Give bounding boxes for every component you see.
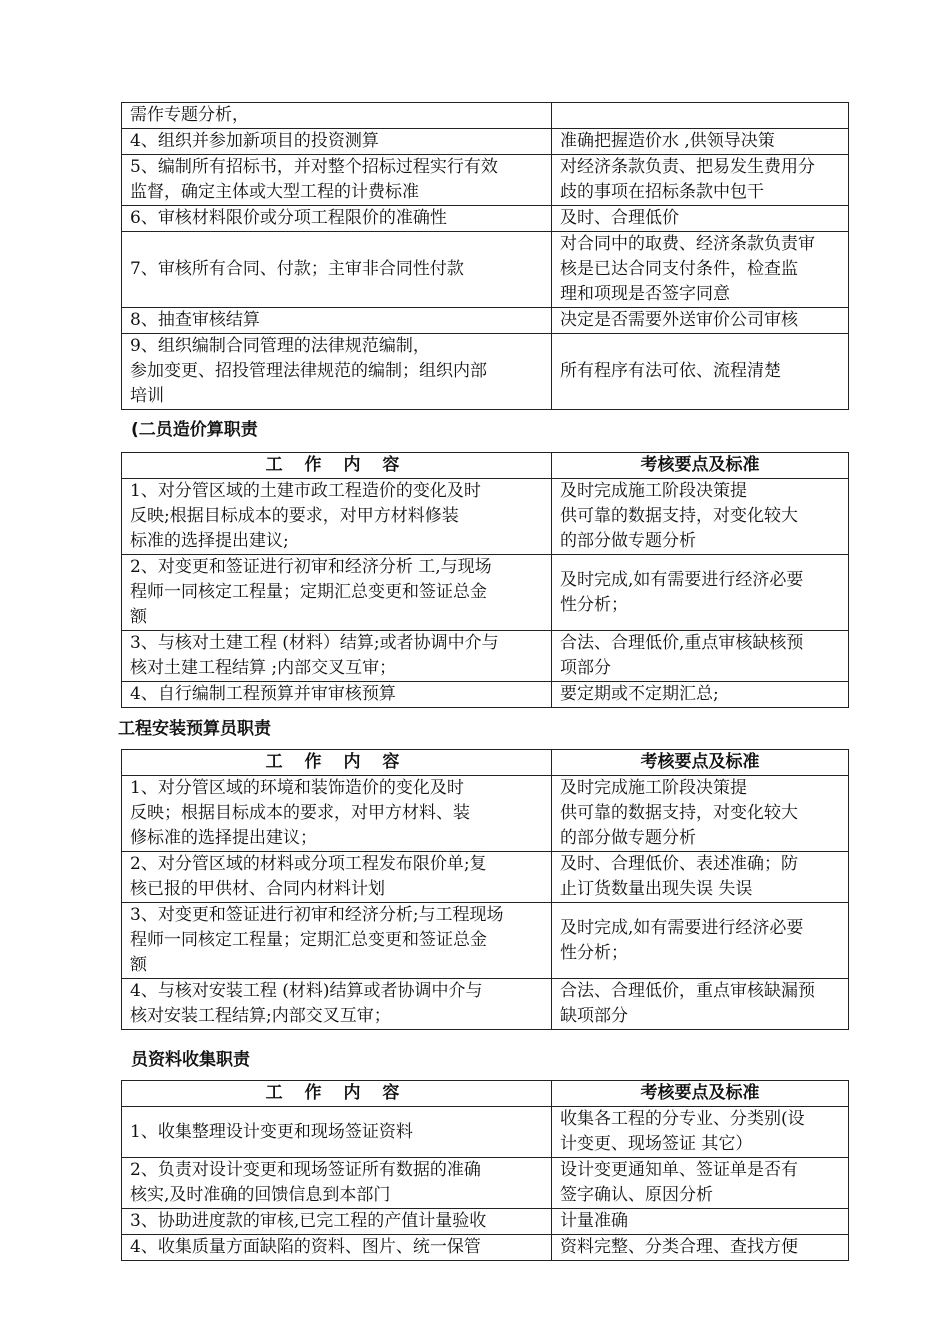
cell-line: 修标准的选择提出建议； [130, 828, 317, 848]
cell-line: 所有程序有法可依、流程清楚 [560, 361, 781, 381]
cell-line: 2、负责对设计变更和现场签证所有数据的准确 [130, 1160, 481, 1180]
cell-line: 决定是否需要外送审价公司审核 [560, 310, 798, 330]
table-row [122, 334, 849, 410]
cell-line: 及时完成施工阶段决策提 [560, 481, 747, 501]
duties-table-2 [121, 452, 849, 708]
assessment-standard-cell [552, 979, 849, 1030]
cell-line: 2、对变更和签证进行初审和经济分析 工,与现场 [130, 557, 492, 577]
assessment-standard-cell [552, 1107, 849, 1158]
table-row [122, 232, 849, 308]
work-content-cell [122, 129, 552, 155]
cell-line: 4、组织并参加新项目的投资测算 [130, 131, 379, 151]
work-content-cell [122, 979, 552, 1030]
table-row [122, 1209, 849, 1235]
cell-line: 3、与核对土建工程 (材料）结算;或者协调中介与 [130, 633, 499, 653]
cell-line: 8、抽查审核结算 [130, 310, 260, 330]
work-content-cell [122, 776, 552, 852]
table-row [122, 555, 849, 631]
work-content-cell [122, 1107, 552, 1158]
table-row [122, 979, 849, 1030]
cell-line: 收集各工程的分专业、分类别(设 [560, 1109, 805, 1129]
cell-line: 计量准确 [560, 1211, 628, 1231]
table-row [122, 903, 849, 979]
assessment-standard-cell [552, 682, 849, 708]
table-row [122, 682, 849, 708]
assessment-standard-cell [552, 1158, 849, 1209]
cell-line: 理和项现是否签字同意 [560, 284, 730, 304]
cell-line: 反映;根据目标成本的要求，对甲方材料修装 [130, 506, 459, 526]
table-row [122, 1158, 849, 1209]
work-content-cell [122, 682, 552, 708]
work-content-cell [122, 631, 552, 682]
cell-line: 额 [130, 955, 147, 975]
cell-line: 设计变更通知单、签证单是否有 [560, 1160, 798, 1180]
column-header-work: 工 作 内 容 [122, 750, 552, 776]
work-content-cell [122, 103, 552, 129]
work-content-cell [122, 479, 552, 555]
cell-line: 监督，确定主体或大型工程的计费标准 [130, 182, 419, 202]
table-row [122, 631, 849, 682]
column-header-work: 工 作 内 容 [122, 1081, 552, 1107]
cell-line: 歧的事项在招标条款中包干 [560, 182, 764, 202]
cell-line: 供可靠的数据支持，对变化较大 [560, 506, 798, 526]
cell-line: 5、编制所有招标书，并对整个招标过程实行有效 [130, 157, 498, 177]
work-content-cell [122, 232, 552, 308]
assessment-standard-cell [552, 103, 849, 129]
cell-line: 4、与核对安装工程 (材料)结算或者协调中介与 [130, 981, 483, 1001]
cell-line [560, 103, 840, 128]
cell-line: 4、自行编制工程预算并审审核预算 [130, 684, 396, 704]
assessment-standard-cell [552, 479, 849, 555]
table-row [122, 308, 849, 334]
column-header-work: 工 作 内 容 [122, 453, 552, 479]
cell-line: 及时完成,如有需要进行经济必要 [560, 569, 804, 590]
work-content-cell [122, 1209, 552, 1235]
work-content-cell [122, 308, 552, 334]
cell-line: 项部分 [560, 658, 611, 678]
assessment-standard-cell [552, 776, 849, 852]
cell-line: 及时完成,如有需要进行经济必要 [560, 917, 804, 938]
section-heading-records-clerk: 员资料收集职责 [131, 1050, 250, 1070]
cell-line: 反映；根据目标成本的要求，对甲方材料、装 [130, 803, 470, 823]
table-row [122, 129, 849, 155]
work-content-cell [122, 852, 552, 903]
table-row [122, 479, 849, 555]
cell-line: 对经济条款负责、把易发生费用分 [560, 157, 815, 177]
assessment-standard-cell [552, 334, 849, 410]
table-row [122, 1107, 849, 1158]
cell-line: 标准的选择提出建议; [130, 531, 289, 551]
section-heading-cost-estimator: (二员造价算职责 [131, 420, 258, 440]
cell-line: 合法、合理低价，重点审核缺漏预 [560, 981, 815, 1001]
cell-line: 止订货数量出现失误 失误 [560, 879, 753, 899]
duties-table-3 [121, 749, 849, 1030]
cell-line: 核已报的甲供材、合同内材料计划 [130, 879, 385, 899]
cell-line: 培训 [130, 386, 164, 406]
cell-line: 对合同中的取费、经济条款负责审 [560, 234, 815, 254]
table-row [122, 103, 849, 129]
cell-line: 3、对变更和签证进行初审和经济分析;与工程现场 [130, 905, 504, 925]
work-content-cell [122, 1235, 552, 1261]
work-content-cell [122, 555, 552, 631]
cell-line: 4、收集质量方面缺陷的资料、图片、统一保管 [130, 1237, 481, 1257]
cell-line: 的部分做专题分析 [560, 828, 696, 848]
work-content-cell [122, 206, 552, 232]
cell-line: 性分析； [560, 594, 628, 615]
work-content-cell [122, 903, 552, 979]
cell-line: 核实,及时准确的回馈信息到本部门 [130, 1185, 391, 1205]
cell-line: 缺项部分 [560, 1006, 628, 1026]
cell-line: 1、对分管区域的土建市政工程造价的变化及时 [130, 481, 481, 501]
cell-line: 合法、合理低价,重点审核缺核预 [560, 633, 804, 653]
cell-line: 参加变更、招投管理法律规范的编制；组织内部 [130, 361, 487, 381]
cell-line: 及时、合理低价 [560, 208, 679, 228]
cell-line: 需作专题分析， [130, 105, 249, 125]
assessment-standard-cell [552, 232, 849, 308]
cell-line: 供可靠的数据支持，对变化较大 [560, 803, 798, 823]
duties-table-1 [121, 102, 849, 410]
table-row [122, 1235, 849, 1261]
cell-line: 及时完成施工阶段决策提 [560, 778, 747, 798]
assessment-standard-cell [552, 852, 849, 903]
work-content-cell [122, 1158, 552, 1209]
cell-line: 额 [130, 607, 147, 627]
assessment-standard-cell [552, 555, 849, 631]
assessment-standard-cell [552, 631, 849, 682]
cell-line: 程师一同核定工程量；定期汇总变更和签证总金 [130, 582, 487, 602]
cell-line: 签字确认、原因分析 [560, 1185, 713, 1205]
duties-table-4 [121, 1080, 849, 1261]
column-header-standard: 考核要点及标准 [552, 453, 849, 479]
column-header-standard: 考核要点及标准 [552, 750, 849, 776]
assessment-standard-cell [552, 903, 849, 979]
column-header-standard: 考核要点及标准 [552, 1081, 849, 1107]
assessment-standard-cell [552, 1235, 849, 1261]
cell-line: 性分析； [560, 942, 628, 963]
cell-line: 9、组织编制合同管理的法律规范编制， [130, 336, 430, 356]
cell-line: 资料完整、分类合理、查找方便 [560, 1237, 798, 1257]
table-row [122, 155, 849, 206]
assessment-standard-cell [552, 206, 849, 232]
cell-line: 核对安装工程结算;内部交叉互审； [130, 1006, 391, 1026]
cell-line: 1、收集整理设计变更和现场签证资料 [130, 1121, 413, 1142]
cell-line: 核是已达合同支付条件，检查监 [560, 259, 798, 279]
cell-line: 准确把握造价水 ,供领导决策 [560, 131, 775, 151]
work-content-cell [122, 334, 552, 410]
table-row [122, 206, 849, 232]
cell-line: 要定期或不定期汇总; [560, 684, 719, 704]
cell-line: 计变更、现场签证 其它） [560, 1134, 753, 1154]
cell-line: 6、审核材料限价或分项工程限价的准确性 [130, 208, 447, 228]
cell-line: 7、审核所有合同、付款；主审非合同性付款 [130, 259, 464, 279]
cell-line: 的部分做专题分析 [560, 531, 696, 551]
assessment-standard-cell [552, 308, 849, 334]
cell-line: 程师一同核定工程量；定期汇总变更和签证总金 [130, 930, 487, 950]
cell-line: 及时、合理低价、表述准确；防 [560, 854, 798, 874]
work-content-cell [122, 155, 552, 206]
assessment-standard-cell [552, 129, 849, 155]
assessment-standard-cell [552, 155, 849, 206]
cell-line: 核对土建工程结算 ;内部交叉互审； [130, 658, 397, 678]
assessment-standard-cell [552, 1209, 849, 1235]
cell-line: 1、对分管区域的环境和装饰造价的变化及时 [130, 778, 464, 798]
section-heading-installation-estimator: 工程安装预算员职责 [118, 719, 271, 739]
cell-line: 2、对分管区域的材料或分项工程发布限价单;复 [130, 854, 487, 874]
table-row [122, 776, 849, 852]
table-row [122, 852, 849, 903]
cell-line: 3、协助进度款的审核,已完工程的产值计量验收 [130, 1211, 487, 1231]
